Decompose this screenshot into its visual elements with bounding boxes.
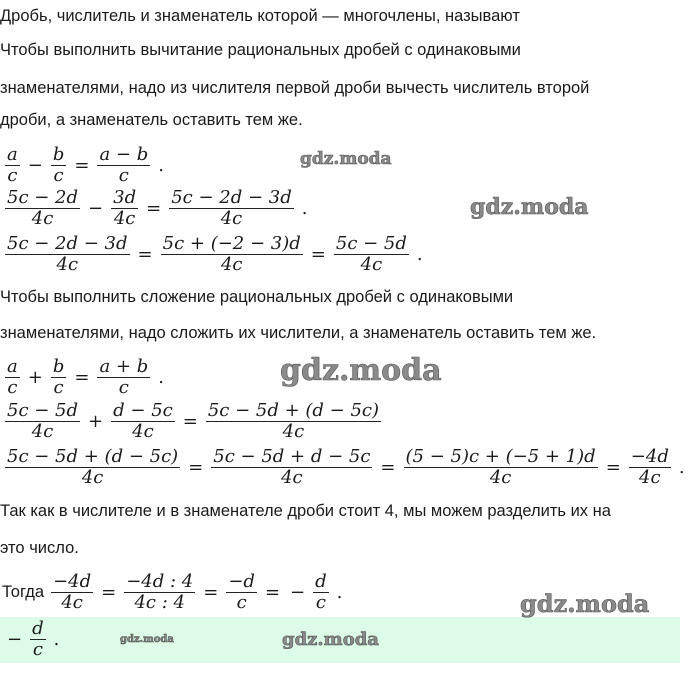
fraction [124,572,195,613]
paragraph: Дробь, числитель и знаменатель которой — многочлены, называют [0,7,520,25]
paragraph: дроби, а знаменатель оставить тем же. [0,111,303,129]
formula-subtraction-rule [2,145,169,186]
numerator: −4d [630,446,669,467]
fraction [5,234,130,275]
watermark-logo: gdz.moda [282,629,379,650]
fraction [226,572,257,613]
numerator: (5 − 5)c + (−5 + 1)d [405,446,596,467]
operator: = [146,198,162,219]
numerator: 5c − 5d [7,400,79,421]
numerator: −4d : 4 [126,571,194,592]
numerator: 5c + (−2 − 3)d [162,233,301,254]
fraction [97,357,150,398]
operator: − [27,155,43,176]
denominator: c [53,165,64,186]
operator: − [88,198,104,219]
numerator: 5c − 2d − 3d [7,233,128,254]
fraction [313,572,329,613]
denominator: c [236,592,247,613]
formula-answer [2,619,64,660]
denominator: c [315,592,326,613]
paragraph: знаменателями, надо сложить их числители, а знаменатель оставить тем же. [0,324,597,342]
fraction [51,145,67,186]
operator: = [101,582,117,603]
numerator: a [7,356,18,377]
denominator: c [7,165,18,186]
numerator: 5c − 5d + (d − 5c) [207,400,380,421]
fraction [404,447,598,488]
denominator: 4c [31,208,54,229]
numerator: −d [228,571,255,592]
operator: = [182,411,198,432]
fraction [629,447,671,488]
numerator: 3d [113,187,137,208]
fraction [51,357,67,398]
numerator: b [52,144,65,165]
denominator: 4c [360,254,383,275]
numerator: 5c − 2d [7,187,79,208]
numerator: 5c − 5d [335,233,407,254]
fraction [334,234,409,275]
fraction [206,401,381,442]
operator: = [264,582,281,603]
operator: . [53,629,60,650]
fraction [51,572,93,613]
operator: − [7,629,23,650]
operator: = [74,155,90,176]
numerator: d [315,571,327,592]
fraction [5,188,80,229]
fraction [169,188,294,229]
denominator: 4c [56,254,79,275]
operator: = [310,244,326,265]
fraction [111,188,138,229]
numerator: b [52,356,65,377]
denominator: c [7,377,18,398]
denominator: 4c [113,208,136,229]
formula-subtraction-example [2,188,313,229]
operator: . [416,244,423,265]
numerator: a [7,144,18,165]
watermark-logo: gdz.moda [470,194,589,220]
operator: = [380,457,396,478]
numerator: 5c − 5d + (d − 5c) [7,446,179,467]
denominator: c [32,639,43,660]
formula-addition-rule [2,357,169,398]
operator: = [74,367,90,388]
fraction [211,447,372,488]
denominator: 4c [489,467,512,488]
watermark-logo: gdz.moda [520,589,650,618]
operator: . [158,155,164,176]
denominator: 4c [281,467,303,488]
denominator: 4c [220,254,243,275]
numerator: d − 5c [113,400,173,421]
operator: . [158,367,164,388]
denominator: 4c [282,421,305,442]
operator: = [137,244,153,265]
operator: = [605,457,621,478]
fraction [5,447,180,488]
denominator: 4c [31,421,54,442]
numerator: a + b [99,356,149,377]
formula-subtraction-simplify [2,234,428,275]
fraction [30,619,46,660]
numerator: d [32,618,44,639]
watermark-logo: gdz.moda [280,353,442,388]
denominator: c [118,377,129,398]
paragraph: это число. [0,539,79,557]
operator: . [678,457,685,478]
formula-label: Тогда [2,583,45,601]
operator: . [301,198,308,219]
paragraph: Так как в числителе и в знаменателе дроби стоит 4, мы можем разделить их на [0,502,611,520]
denominator: 4c : 4 [134,592,185,613]
denominator: 4c [220,208,243,229]
operator: + [27,367,43,388]
fraction [97,145,150,186]
formula-reduce [2,572,347,613]
watermark-logo: gdz.moda [120,634,174,645]
formula-addition-simplify [2,447,690,488]
paragraph: знаменателями, надо из числителя первой дроби вычесть числитель второй [0,79,590,97]
numerator: a − b [99,144,149,165]
denominator: 4c [81,467,104,488]
watermark-logo: gdz.moda [300,149,392,169]
fraction [5,357,20,398]
numerator: 5c − 5d + d − 5c [213,446,371,467]
numerator: 5c − 2d − 3d [171,187,292,208]
operator: = [188,457,204,478]
operator: − [290,582,306,603]
denominator: 4c [132,421,154,442]
operator: = [203,582,219,603]
operator: . [336,582,343,603]
numerator: −4d [53,571,92,592]
fraction [5,145,20,186]
denominator: c [53,377,64,398]
operator: + [88,411,104,432]
paragraph: Чтобы выполнить вычитание рациональных дробей с одинаковыми [0,41,521,59]
denominator: c [118,165,129,186]
fraction [111,401,175,442]
denominator: 4c [61,592,83,613]
fraction [5,401,80,442]
paragraph: Чтобы выполнить сложение рациональных дробей с одинаковыми [0,288,514,306]
denominator: 4c [639,467,661,488]
formula-addition-example [2,401,384,442]
fraction [161,234,303,275]
